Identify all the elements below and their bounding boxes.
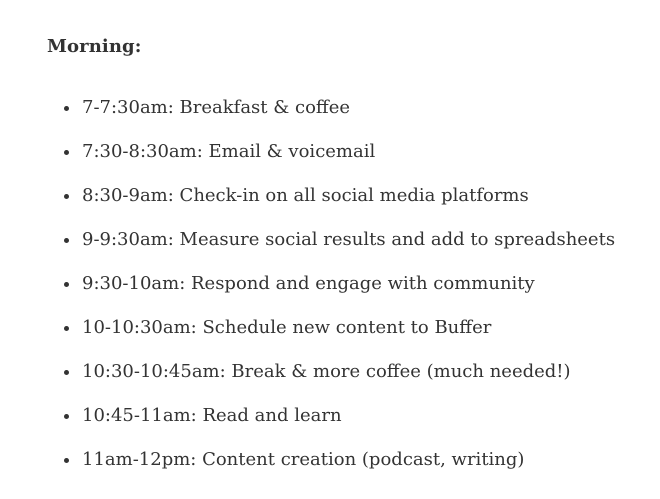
list-item <box>47 97 657 141</box>
bullet-icon <box>64 282 69 287</box>
list-item-text: 8:30-9am: Check-in on all social media platforms <box>82 185 529 206</box>
list-item-text: 9-9:30am: Measure social results and add to spreadsheets <box>82 229 616 250</box>
list-item-text: 10-10:30am: Schedule new content to Buffer <box>82 317 492 338</box>
bullet-icon <box>64 326 69 331</box>
bullet-icon <box>64 238 69 243</box>
bullet-icon <box>64 194 69 199</box>
bullet-icon <box>64 150 69 155</box>
list-item <box>47 449 657 493</box>
section-heading: Morning: <box>47 36 142 57</box>
list-item-text: 10:30-10:45am: Break & more coffee (much needed!) <box>82 361 571 382</box>
list-item-text: 11am-12pm: Content creation (podcast, writing) <box>82 449 525 470</box>
list-item-text: 7:30-8:30am: Email & voicemail <box>82 141 376 162</box>
list-item <box>47 185 657 229</box>
bullet-icon <box>64 414 69 419</box>
bullet-icon <box>64 106 69 111</box>
bullet-icon <box>64 458 69 463</box>
list-item <box>47 361 657 405</box>
bullet-icon <box>64 370 69 375</box>
list-item <box>47 317 657 361</box>
list-item <box>47 229 657 273</box>
list-item <box>47 141 657 185</box>
list-item <box>47 273 657 317</box>
schedule-list <box>47 97 657 493</box>
list-item-text: 7-7:30am: Breakfast & coffee <box>82 97 351 118</box>
list-item-text: 9:30-10am: Respond and engage with community <box>82 273 535 294</box>
list-item <box>47 405 657 449</box>
list-item-text: 10:45-11am: Read and learn <box>82 405 342 426</box>
